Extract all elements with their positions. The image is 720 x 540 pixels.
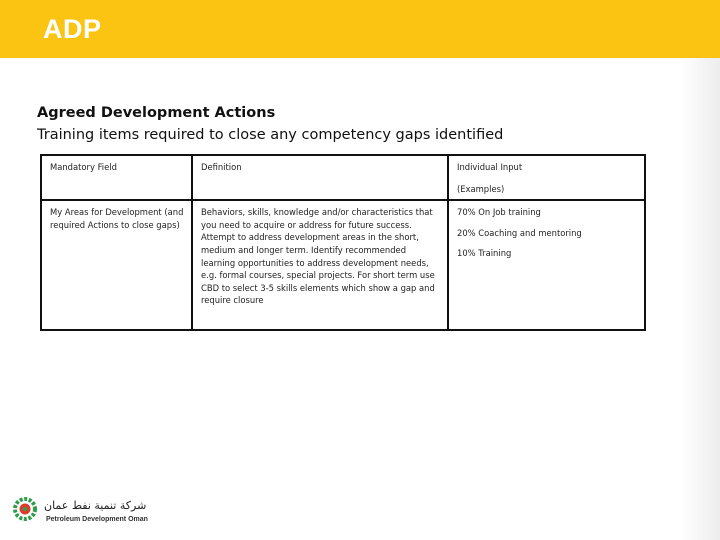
header-bar bbox=[0, 0, 720, 58]
cell-areas-for-development: My Areas for Development (and required Actions to close gaps) bbox=[41, 200, 192, 330]
pdo-logo-icon bbox=[12, 495, 172, 527]
cell-individual-input bbox=[448, 200, 645, 330]
table-header-row bbox=[41, 155, 645, 200]
section-heading bbox=[37, 102, 503, 146]
examples-label: (Examples) bbox=[457, 183, 505, 194]
development-actions-table bbox=[40, 154, 646, 331]
page-title: ADP bbox=[43, 14, 102, 44]
input-item-coaching: 20% Coaching and mentoring bbox=[457, 227, 582, 238]
heading-subtitle: Training items required to close any competency gaps identified bbox=[37, 127, 504, 143]
individual-input-label: Individual Input bbox=[457, 162, 523, 172]
cell-definition-text: Behaviors, skills, knowledge and/or characteristics that you need to acquire or address for future success. Attempt to address development areas in the short, medium and longer term. Identify recommended learning opportunities to address development needs, e.g. formal courses, special projects. For short term use CBD to select 3-5 skills elements which show a gap and require closure bbox=[192, 200, 448, 330]
header-cell-definition: Definition bbox=[192, 155, 448, 200]
header-cell-individual-input bbox=[448, 155, 645, 200]
input-item-training: 10% Training bbox=[457, 248, 512, 259]
side-shadow bbox=[680, 58, 720, 540]
logo-english-text: Petroleum Development Oman bbox=[46, 516, 148, 523]
header-cell-mandatory-field: Mandatory Field bbox=[41, 155, 192, 200]
logo-arabic-text: شركة تنمية نفط عمان bbox=[44, 499, 147, 512]
heading-title: Agreed Development Actions bbox=[37, 105, 276, 121]
table-row bbox=[41, 200, 645, 330]
input-item-on-job: 70% On Job training bbox=[457, 207, 541, 218]
pdo-logo bbox=[12, 495, 172, 527]
